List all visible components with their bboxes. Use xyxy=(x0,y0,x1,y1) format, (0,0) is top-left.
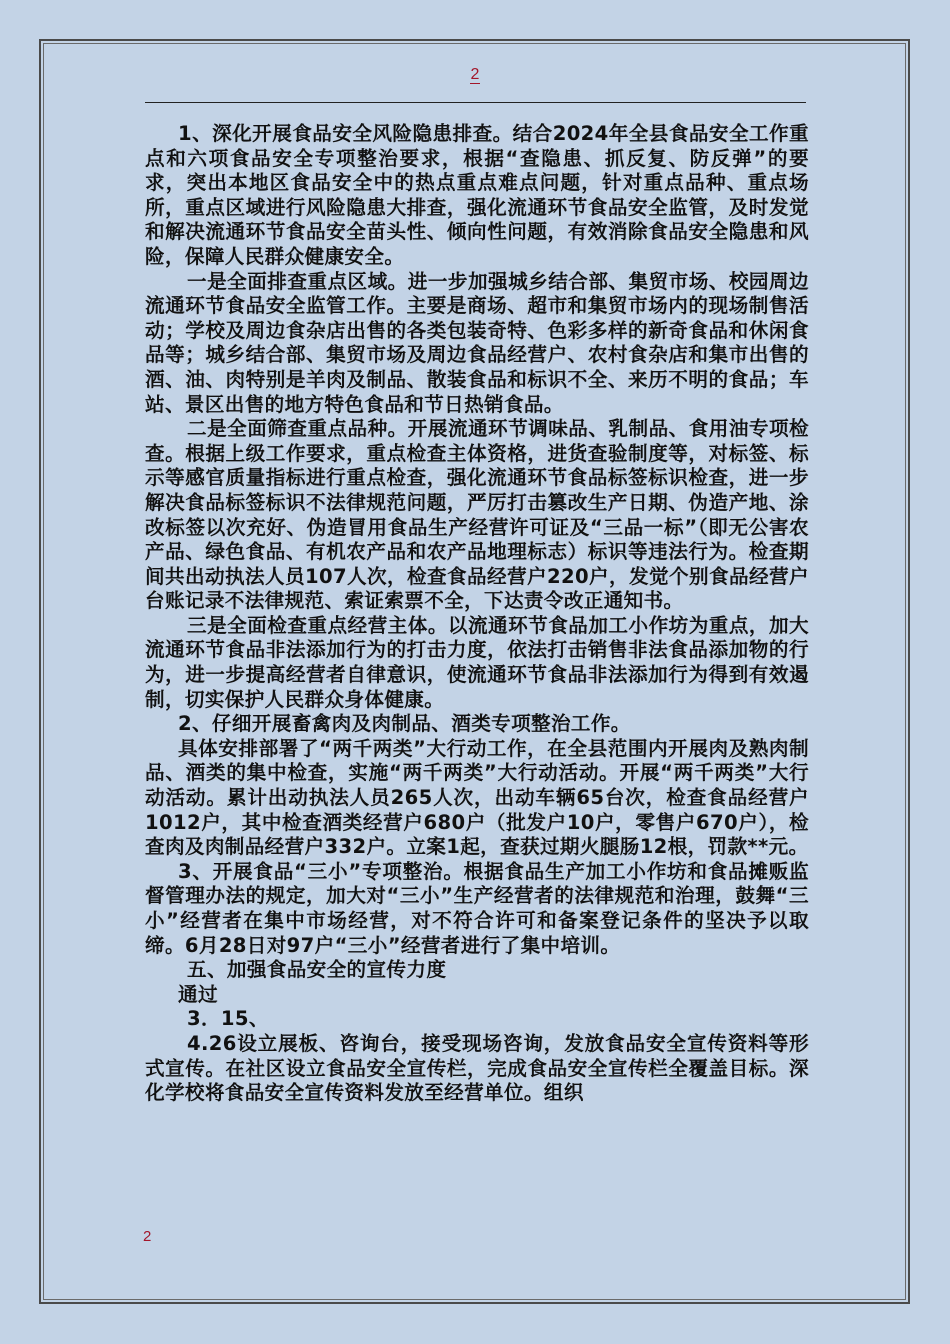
paragraph-key-areas: 一是全面排查重点区域。进一步加强城乡结合部、集贸市场、校园周边流通环节食品安全监管工作。主要是商场、超市和集贸市场内的现场制售活动；学校及周边食杂店出售的各类包装奇特、色彩多样的新奇食品和休闲食品等；城乡结合部、集贸市场及周边食品经营户、农村食杂店和集市出售的酒、油、肉特别是羊肉及制品、散装食品和标识不全、来历不明的食品；车站、景区出售的地方特色食品和节日热销食品。 xyxy=(145,269,809,416)
paragraph-meat-liquor-heading: 2、仔细开展畜禽肉及肉制品、酒类专项整治工作。 xyxy=(178,712,631,736)
header-rule xyxy=(145,102,806,103)
paragraph-key-varieties: 二是全面筛查重点品种。开展流通环节调味品、乳制品、食用油专项检查。根据上级工作要求，重点检查主体资格，进货查验制度等，对标签、标示等感官质量指标进行重点检查，强化流通环节食品标签标识检查，进一步解决食品标签标识不法律规范问题，严厉打击篡改生产日期、伪造产地、涂改标签以次充好、伪造冒用食品生产经营许可证及“三品一标”（即无公害农产品、绿色食品、有机农产品和农产品地理标志）标识等违法行为。检查期间共出动执法人员107人次，检查食品经营户220户，发觉个别食品经营户台账记录不法律规范、索证索票不全，下达责令改正通知书。 xyxy=(145,417,809,613)
paragraph-meat-liquor-details: 具体安排部署了“两千两类”大行动工作，在全县范围内开展肉及熟肉制品、酒类的集中检查，实施“两千两类”大行动活动。开展“两千两类”大行动活动。累计出动执法人员265人次，出动车辆65台次，检查食品经营户1012户，其中检查酒类经营户680户（批发户10户，零售户670户），检查肉及肉制品经营户332户。立案1起，查获过期火腿肠12根，罚款**元。 xyxy=(145,736,809,859)
paragraph-three-small: 3、开展食品“三小”专项整治。根据食品生产加工小作坊和食品摊贩监督管理办法的规定，加大对“三小”生产经营者的法律规范和治理，鼓舞“三小”经营者在集中市场经营，对不符合许可和备案登记条件的坚决予以取缔。6月28日对97户“三小”经营者进行了集中培训。 xyxy=(145,859,809,957)
paragraph-publicity-details: 4.26设立展板、咨询台，接受现场咨询，发放食品安全宣传资料等形式宣传。在社区设立食品安全宣传栏，完成食品安全宣传栏全覆盖目标。深化学校将食品安全宣传资料发放至经营单位。组织 xyxy=(145,1031,809,1105)
paragraph-date-315: 3．15、 xyxy=(187,1007,269,1031)
paragraph-key-operators: 三是全面检查重点经营主体。以流通环节食品加工小作坊为重点，加大流通环节食品非法添加行为的打击力度，依法打击销售非法食品添加物的行为，进一步提高经营者自律意识，使流通环节食品非法添加行为得到有效遏制，切实保护人民群众身体健康。 xyxy=(145,613,809,711)
footer-page-number: 2 xyxy=(143,1228,152,1245)
document-body xyxy=(145,122,809,1106)
section-heading-publicity: 五、加强食品安全的宣传力度 xyxy=(187,958,447,982)
paragraph-through: 通过 xyxy=(178,982,218,1006)
header-page-number: 2 xyxy=(470,66,480,83)
paragraph-risk-investigation: 1、深化开展食品安全风险隐患排查。结合2024年全县食品安全工作重点和六项食品安全专项整治要求，根据“查隐患、抓反复、防反弹”的要求，突出本地区食品安全中的热点重点难点问题，针对重点品种、重点场所，重点区域进行风险隐患大排查，强化流通环节食品安全监管，及时发觉和解决流通环节食品安全苗头性、倾向性问题，有效消除食品安全隐患和风险，保障人民群众健康安全。 xyxy=(145,122,809,268)
